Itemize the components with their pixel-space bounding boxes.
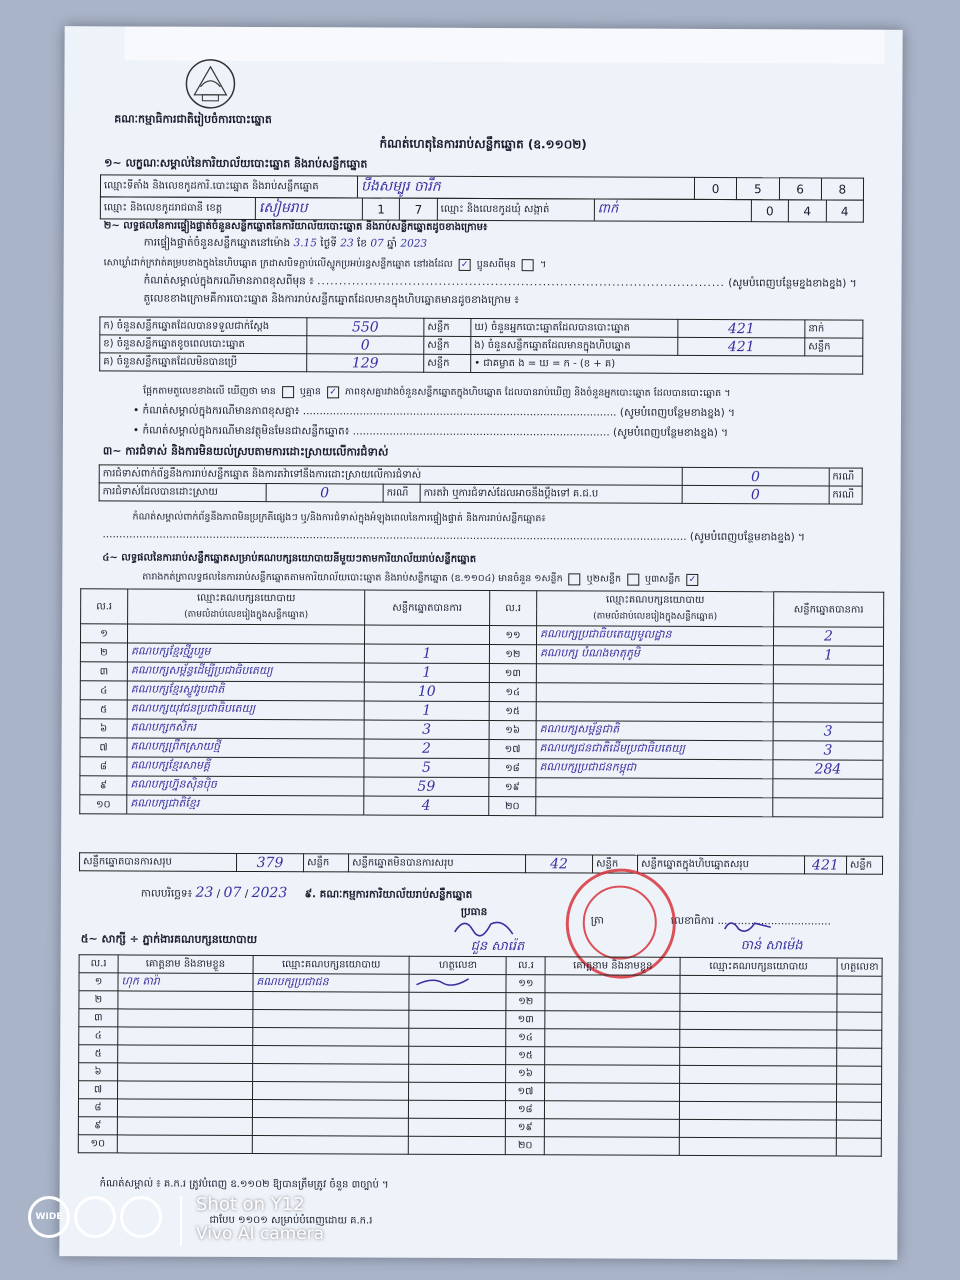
s2-l1-text-b: ថ្ងៃទី — [320, 237, 337, 250]
s1-code-cell: 8 — [821, 178, 863, 200]
s2-a-unit: សន្លឹក — [424, 318, 471, 336]
witness-signature — [836, 1138, 881, 1156]
witness-signature — [837, 994, 882, 1012]
witness-party — [252, 1118, 409, 1137]
witness-party — [680, 1047, 837, 1066]
party-name — [536, 778, 773, 798]
party-votes: 3 — [364, 720, 489, 740]
witness-name — [545, 993, 680, 1012]
s1-code-cell: 0 — [751, 200, 788, 222]
s2-bullet1: • កំណត់សម្គាល់ក្នុងករណីមានភាពខុសគ្នា៖ .............................................................................................. (សូមបំពេញបន្ថែមខាងខ្នង) ។ — [132, 404, 736, 420]
witness-no: ៩ — [78, 1117, 117, 1135]
party-votes — [364, 625, 489, 645]
s4-sub-text: តារាងកត់ត្រាលទ្ធផលនៃការរាប់សន្លឹកឆ្នោតតាមការិយាល័យបោះឆ្នោត និងរាប់សន្លឹកឆ្នោត (ឧ.១១០៤) មានចំនួន ១សន្លឹក — [142, 571, 563, 585]
s2-b-value: 421 — [678, 319, 805, 338]
witness-no: ១១ — [506, 975, 545, 993]
member-label: ត្រា — [590, 914, 604, 927]
witness-name — [117, 1135, 252, 1154]
party-name: គណបក្សយុវជនប្រជាធិបតេយ្យ — [127, 700, 364, 720]
s2-l5b-text: ឬគ្មាន — [299, 386, 321, 398]
witness-party — [252, 1136, 409, 1155]
s2-line2 — [104, 256, 547, 272]
party-no: ១៥ — [489, 702, 536, 721]
witness-name — [545, 1047, 680, 1066]
witness-name — [545, 1083, 680, 1102]
section2-heading: ២~ លទ្ធផលនៃការផ្ទៀងផ្ទាត់ចំនួនសន្លឹកឆ្នោតនៃការិយាល័យបោះឆ្នោត និងរាប់សន្លឹកឆ្នោតដូចខាងក្រោម៖ — [103, 220, 488, 234]
party-name: គណបក្សប្រជាជនកម្ពុជា — [536, 759, 773, 779]
witness-signature — [409, 1136, 506, 1154]
witness-signature — [409, 1118, 506, 1136]
witness-name — [545, 1137, 680, 1156]
total-valid-unit: សន្លឹក — [304, 854, 349, 872]
secretary-signature-icon — [721, 915, 781, 937]
col-votes-right: សន្លឹកឆ្នោតបានការ — [774, 592, 884, 627]
party-no: ១ — [80, 624, 127, 643]
s2-a-value: 550 — [307, 318, 424, 337]
w-col-no-right: ល.រ — [506, 957, 545, 975]
camera-logo — [28, 1196, 162, 1238]
witness-name: ហុក តារ៉ា — [118, 973, 253, 992]
s2-month: 07 — [370, 237, 384, 250]
s2-l5c-text: ភាពខុសគ្នារវាងចំនួនសន្លឹកឆ្នោតក្នុងហិបឆ្នោត ដែលបានរាប់ឃើញ និងចំនួនអ្នកបោះឆ្នោត ដែលបានបោះឆ្នោត ។ — [344, 386, 731, 400]
s1-code-cell: 0 — [694, 177, 736, 199]
total-invalid-value: 42 — [525, 855, 592, 873]
party-votes: 2 — [773, 627, 883, 646]
witness-no: ១៦ — [506, 1065, 545, 1083]
total-box-value: 421 — [804, 856, 846, 874]
party-votes: 10 — [364, 682, 489, 702]
witness-signature — [836, 1066, 881, 1084]
s3-r2-value2: 0 — [682, 485, 829, 504]
party-results-table — [79, 588, 884, 818]
witness-name — [118, 1027, 253, 1046]
date-year: 2023 — [251, 885, 288, 902]
emblem-logo — [180, 57, 240, 111]
party-name: គណបក្សសម្ព័ន្ធជាតិ — [536, 721, 773, 741]
s2-b-unit: នាក់ — [805, 320, 863, 338]
party-name: គណបក្សជាតិខ្មែរ — [127, 795, 364, 815]
s2-b2-text: • កំណត់សម្គាល់ក្នុងករណីមានវត្ថុមិនមែនជាសន្លឹកឆ្នោត៖ — [132, 424, 350, 438]
date-day: 23 — [195, 884, 214, 901]
s2-l3-hint: (សូមបំពេញបន្ថែមខ្នងខាងខ្នង) ។ — [728, 277, 857, 290]
total-valid-value: 379 — [237, 853, 304, 871]
s3-note: កំណត់សម្គាល់ពាក់ព័ន្ធនឹងភាពមិនប្រក្រតីផ្សេងៗ ឬ/និងការជំទាស់ក្នុងអំឡុងពេលនៃការផ្ទៀងផ្ទាត់ និងការរាប់សន្លឹកឆ្នោត៖ — [132, 511, 546, 525]
witness-party — [680, 993, 837, 1012]
witness-no: ៥ — [79, 1045, 118, 1063]
chief-label: ប្រធាន — [460, 905, 488, 919]
s1-code-cell: 1 — [362, 198, 399, 220]
witness-name — [545, 1065, 680, 1084]
checkbox-none[interactable]: ✓ — [327, 386, 339, 398]
witness-party — [252, 1064, 409, 1083]
witness-party — [680, 1029, 837, 1048]
witness-party — [680, 975, 837, 994]
s2-a-label: គ) ចំនួនសន្លឹកឆ្នោតដែលមិនបានប្រើ — [100, 353, 307, 372]
party-name: គណបក្សព្រឹកស្រាយថ្មី — [127, 738, 364, 758]
party-name — [536, 702, 773, 722]
party-votes: 1 — [364, 663, 489, 683]
witness-signature — [409, 1028, 506, 1046]
camera-logo-circle — [120, 1196, 162, 1238]
party-votes — [773, 665, 883, 684]
witness-party — [679, 1119, 836, 1138]
witness-party — [252, 1028, 409, 1047]
party-votes: 2 — [364, 739, 489, 759]
witness-party — [252, 1082, 409, 1101]
w-col-party: ឈ្មោះគណបក្សនយោបាយ — [253, 956, 410, 975]
col-votes: សន្លឹកឆ្នោតបានការ — [365, 590, 490, 626]
party-votes: 3 — [773, 722, 883, 741]
witness-signature — [836, 1084, 881, 1102]
witness-name — [118, 1063, 253, 1082]
witness-table — [78, 954, 883, 1157]
party-name: គណបក្សហ្វ៊ុនស៊ិនប៉ិច — [127, 776, 364, 796]
witness-signature — [836, 1120, 881, 1138]
s3-table — [99, 464, 863, 504]
witness-signature — [409, 974, 506, 992]
s2-a-unit: សន្លឹក — [424, 354, 471, 372]
witness-no: ១៣ — [506, 1011, 545, 1029]
witness-no: ១០ — [78, 1135, 117, 1153]
checkbox-2sheet[interactable] — [627, 573, 639, 585]
party-votes — [773, 798, 883, 817]
s2-b-unit: សន្លឹក — [805, 338, 863, 356]
s1-row2-value2: ពាក់ — [594, 199, 751, 222]
party-name — [536, 683, 773, 703]
checkbox-has[interactable] — [282, 386, 294, 398]
witness-no: ១ — [79, 973, 118, 991]
party-no: ១៩ — [489, 778, 536, 797]
s3-r1-value: 0 — [682, 467, 829, 486]
s2-b2-hint: (សូមបំពេញបន្ថែមខាងខ្នង) ។ — [612, 426, 729, 440]
witness-name — [118, 1045, 253, 1064]
stamp-inner-ring — [583, 885, 657, 959]
party-no: ២ — [80, 643, 127, 662]
camera-line2: Vivo AI camera — [196, 1224, 325, 1244]
witness-name — [118, 1009, 253, 1028]
s2-day: 23 — [340, 237, 354, 250]
s1-code-cell: 5 — [737, 178, 779, 200]
party-name: គណបក្សសម្ព័ន្ធដើម្បីប្រជាធិបតេយ្យ — [127, 662, 364, 682]
witness-party — [679, 1137, 836, 1156]
s2-b-value: 421 — [678, 337, 805, 356]
s2-line4: តួលេខខាងក្រោមគឺការបោះឆ្នោត និងការរាប់សន្លឹកឆ្នោតដែលមានក្នុងហិបឆ្នោតមានដូចខាងក្រោម ៖ — [143, 292, 519, 307]
party-totals-row — [79, 852, 883, 875]
party-no: ១៤ — [489, 683, 536, 702]
witness-no: ១៥ — [506, 1047, 545, 1065]
w-col-sign-right: ហត្ថលេខា — [837, 958, 882, 976]
s2-l2-text: សោឃ្លាំដាក់ក្រវាត់គម្របខាងក្នុងនៃហិបឆ្នោត ក្រដាសបិទភ្ជាប់លើស្នូកប្រអប់រន្ធសន្លឹកឆ្នោត នៅរងដែល — [103, 257, 453, 270]
s2-l1-text-d: ឆ្នាំ — [387, 237, 398, 250]
party-no: ៤ — [80, 681, 127, 700]
total-valid-label: សន្លឹកឆ្នោតបានការសរុប — [80, 853, 237, 872]
s4-sub-b: ឬ២សន្លឹក — [586, 573, 622, 585]
s2-formula: • ជាគម្លាត ង = ឃ = ក - (ខ + គ) — [471, 354, 863, 374]
s2-l1-text-c: ខែ — [356, 237, 368, 250]
party-no: ៩ — [80, 776, 127, 795]
section3-heading: ៣~ ការជំទាស់ និងការមិនយល់ស្របតាមការដោះស្រាយលើការជំទាស់ — [102, 444, 389, 459]
checkbox-same[interactable]: ✓ — [459, 258, 471, 270]
witness-signature — [409, 1100, 506, 1118]
s4-sub — [142, 571, 701, 587]
party-results-body — [80, 624, 884, 818]
s1-code-cell: 4 — [789, 200, 826, 222]
witness-name — [545, 975, 680, 994]
col-party-sub-right: (តាមលំដាប់លេខរៀងក្នុងសន្លឹកឆ្នោត) — [537, 608, 774, 627]
witness-no: ២០ — [506, 1137, 545, 1155]
s2-time: 3.15 — [293, 237, 317, 250]
s1-code-cell: 6 — [779, 178, 821, 200]
witness-body — [78, 973, 882, 1157]
party-votes: 5 — [364, 758, 489, 778]
witness-party — [680, 1065, 837, 1084]
s1-code-cell: 7 — [400, 198, 437, 220]
witness-signature — [837, 1012, 882, 1030]
checkbox-3sheet[interactable]: ✓ — [686, 573, 698, 585]
party-no: ១៦ — [489, 721, 536, 740]
party-no: ៥ — [80, 700, 127, 719]
witness-no: ៤ — [79, 1027, 118, 1045]
party-votes: 1 — [773, 646, 883, 665]
s3-r1-label: ការជំទាស់ពាក់ព័ន្ធនឹងការរាប់សន្លឹកឆ្នោត និងការតវ៉ាទៅនឹងការដោះស្រាយលើការជំទាស់ — [99, 465, 682, 486]
party-name: គណបក្សខ្មែរថ្មីរួបរួម — [127, 643, 364, 663]
witness-signature — [409, 1046, 506, 1064]
party-no: ៨ — [80, 757, 127, 776]
witness-name — [117, 1099, 252, 1118]
witness-no: ៨ — [78, 1099, 117, 1117]
document-title: កំណត់ហេតុនៃការរាប់សន្លឹកឆ្នោត (ឧ.១១០២) — [379, 136, 587, 152]
witness-no: ១៤ — [506, 1029, 545, 1047]
party-name: គណបក្ស បំណងមាតុភូមិ — [536, 645, 773, 665]
witness-signature — [837, 976, 882, 994]
s2-line5 — [143, 385, 730, 402]
s2-year: 2023 — [400, 237, 428, 250]
party-no: ៣ — [80, 662, 127, 681]
witness-signature — [409, 1082, 506, 1100]
witness-no: ១២ — [506, 993, 545, 1011]
document-page — [59, 26, 902, 1260]
s3-r2-label: ការជំទាស់ដែលបានដោះស្រាយ — [99, 483, 266, 502]
secretary-name: ចាន់ សាម៉េង — [740, 938, 803, 954]
s1-row2-label2: ឈ្មោះ និងលេខកូដឃុំ សង្កាត់ — [437, 198, 594, 221]
s2-l3-text: កំណត់សម្គាល់ក្នុងករណីមានភាពខុសពីមុន ៖ — [143, 274, 314, 288]
witness-party — [253, 1010, 410, 1029]
witness-signature — [836, 1102, 881, 1120]
s3-note-line: ............................................................................................................................................................................... (សូមបំពេញបន្ថែមខាងខ្នង) ។ — [102, 528, 806, 544]
secretary-label: លេខាធិការ .................................. — [670, 914, 831, 928]
party-votes: 4 — [364, 796, 489, 816]
witness-party — [680, 1083, 837, 1102]
party-votes: 1 — [364, 701, 489, 721]
party-name — [536, 664, 773, 684]
s2-l5-text: ផ្អែកតាមតួលេខខាងលើ ឃើញថា មាន — [143, 385, 276, 398]
party-name: គណបក្សកសិករ — [127, 719, 364, 739]
witness-no: ៦ — [79, 1063, 118, 1081]
witness-no: ១៨ — [506, 1101, 545, 1119]
total-box-label: សន្លឹកឆ្នោតក្នុងហិបឆ្នោតសរុប — [637, 855, 804, 874]
s2-figures-table — [99, 316, 863, 374]
col-party-right: ឈ្មោះគណបក្សនយោបាយ — [537, 591, 774, 610]
w-col-name-right: គោត្តនាម និងនាមខ្លួន — [545, 957, 680, 976]
org-name: គណៈកម្មាធិការជាតិរៀបចំការបោះឆ្នោត — [114, 112, 272, 127]
witness-party — [253, 992, 410, 1011]
table-row — [80, 795, 883, 818]
party-votes — [773, 684, 883, 703]
witness-party — [252, 1046, 409, 1065]
witness-name — [545, 1101, 680, 1120]
s2-l2-opt2: ។ — [539, 259, 547, 271]
w-col-name: គោត្តនាម និងនាមខ្លួន — [118, 955, 253, 974]
secretary-label-text: លេខាធិការ — [670, 914, 715, 928]
checkbox-diff[interactable] — [522, 259, 534, 271]
witness-signature — [409, 1010, 506, 1028]
footer-bottom: ជាបែប ១១០១ សម្រាប់បំពេញដោយ គ.ក.រ — [209, 1214, 373, 1227]
party-votes — [773, 703, 883, 722]
witness-name — [545, 1011, 680, 1030]
s3-r1-unit: ករណី — [829, 468, 862, 486]
date-label: កាលបរិច្ឆេទ៖ — [140, 887, 193, 900]
chief-signature-icon — [451, 912, 521, 942]
s4-date-line: កាលបរិច្ឆេទ៖ 23 / 07 / 2023 ៩. គណៈកម្មការការិយាល័យរាប់សន្លឹកឆ្នោត — [140, 884, 473, 902]
witness-no: ៧ — [79, 1081, 118, 1099]
s1-code-cell: 4 — [826, 200, 864, 222]
s3-r2-value: 0 — [266, 484, 383, 503]
s1-row1-value: បឹងសម្បូរ ចារឹក — [357, 176, 694, 199]
s2-a-value: 129 — [307, 354, 424, 373]
col-party-sub: (តាមលំដាប់លេខរៀងក្នុងសន្លឹកឆ្នោត) — [128, 606, 365, 625]
party-votes — [773, 779, 883, 798]
date-month: 07 — [223, 884, 242, 901]
s2-a-value: 0 — [307, 336, 424, 355]
witness-party — [680, 1101, 837, 1120]
party-name: គណបក្សខ្មែរសាមគ្គី — [127, 757, 364, 777]
s3-hint: (សូមបំពេញបន្ថែមខាងខ្នង) ។ — [689, 530, 806, 544]
section5-heading: ៥~ សាក្សី ÷ ភ្នាក់ងារគណបក្សនយោបាយ — [80, 932, 258, 947]
witness-no: ១៧ — [506, 1083, 545, 1101]
party-no: ១៨ — [489, 759, 536, 778]
witness-signature — [837, 1048, 882, 1066]
total-invalid-unit: សន្លឹក — [592, 855, 637, 873]
party-no: ១៣ — [489, 664, 536, 683]
table-row — [78, 1135, 881, 1157]
checkbox-1sheet[interactable] — [569, 573, 581, 585]
s2-line1 — [144, 237, 427, 253]
chief-name: ជួន សារ៉េត — [470, 938, 525, 955]
party-votes: 3 — [773, 741, 883, 760]
party-name: គណបក្សខ្មែរស្ទូវរូបជាតិ — [127, 681, 364, 701]
s2-a-label: ក) ចំនួនសន្លឹកឆ្នោតដែលបានទទួលជាក់ស្តែង — [100, 317, 307, 336]
party-no: ១០ — [80, 795, 127, 814]
s2-a-label: ខ) ចំនួនសន្លឹកឆ្នោតខូចពេលបោះឆ្នោត — [100, 335, 307, 354]
party-name — [127, 624, 364, 644]
s3-r2-label2: ការតវ៉ា ឬការជំទាស់ដែលអាចនឹងប្តឹងទៅ គ.ជ.ប — [420, 484, 682, 503]
witness-party — [680, 1011, 837, 1030]
witness-no: ១៩ — [506, 1119, 545, 1137]
party-no: ១២ — [489, 645, 536, 664]
witness-signature — [409, 992, 506, 1010]
party-no: ៧ — [80, 738, 127, 757]
col-party: ឈ្មោះគណបក្សនយោបាយ — [128, 589, 365, 608]
witness-signature — [409, 1064, 506, 1082]
s1-row1-label: ឈ្មោះទីតាំង និងលេខកូដការិ.បោះឆ្នោត និងរាប់សន្លឹកឆ្នោត — [100, 175, 357, 198]
camera-divider — [180, 1196, 182, 1246]
section1-heading: ១~ លក្ខណៈសម្គាល់នៃការិយាល័យបោះឆ្នោត និងរាប់សន្លឹកឆ្នោត — [104, 156, 368, 171]
s3-r2-unit2: ករណី — [829, 486, 862, 504]
party-votes: 284 — [773, 760, 883, 779]
w-col-no: ល.រ — [79, 955, 118, 973]
party-votes: 1 — [364, 644, 489, 664]
total-invalid-label: សន្លឹកឆ្នោតមិនបានការសរុប — [348, 854, 525, 873]
col-no-right: ល.រ — [490, 591, 537, 626]
witness-name — [118, 991, 253, 1010]
camera-line1: Shot on Y12 — [196, 1194, 305, 1215]
s2-l2-opt1: ប្អូនសពីមុន — [476, 258, 516, 271]
party-name: គណបក្សប្រជាធិបតេយ្យមូលដ្ឋាន — [536, 626, 773, 646]
s1-row2-label: ឈ្មោះ និងលេខកូដរាជធានី ខេត្ត — [100, 197, 255, 220]
party-name: គណបក្សជនជាតិដើមប្រជាធិបតេយ្យ — [536, 740, 773, 760]
party-votes: 59 — [364, 777, 489, 797]
witness-signature-icon — [413, 975, 473, 989]
s1-row2-value: សៀមរាប — [255, 198, 362, 220]
w-col-sign: ហត្ថលេខា — [410, 956, 507, 974]
s2-bullet2: • កំណត់សម្គាល់ក្នុងករណីមានវត្ថុមិនមែនជាសន្លឹកឆ្នោត៖ ............................................................................. (សូមបំពេញបន្ថែមខាងខ្នង) ។ — [132, 424, 729, 440]
witness-no: ៣ — [79, 1009, 118, 1027]
s2-line3: កំណត់សម្គាល់ក្នុងករណីមានភាពខុសពីមុន ៖ .............................................................................................. (សូមបំពេញបន្ថែមខ្នងខាងខ្នង) ។ — [143, 274, 857, 290]
col-no: ល.រ — [81, 589, 128, 624]
s3-r2-unit: ករណី — [383, 484, 420, 502]
total-box-unit: សន្លឹក — [846, 856, 882, 874]
witness-no: ២ — [79, 991, 118, 1009]
witness-party — [252, 1100, 409, 1119]
witness-party: គណបក្សប្រជាជន — [253, 974, 410, 993]
s4-sub-c: ឬ៣សន្លឹក — [645, 573, 681, 585]
s2-a-unit: សន្លឹក — [424, 336, 471, 354]
party-no: ៦ — [80, 719, 127, 738]
camera-logo-circle — [74, 1196, 116, 1238]
section4-heading: ៤~ លទ្ធផលនៃការរាប់សន្លឹកឆ្នោតសម្រាប់គណបក្សនយោបាយនីមួយៗតាមការិយាល័យរាប់សន្លឹកឆ្នោត — [102, 552, 477, 565]
witness-name — [545, 1119, 680, 1138]
party-no: ១៧ — [489, 740, 536, 759]
committee-label: ៩. គណៈកម្មការការិយាល័យរាប់សន្លឹកឆ្នោត — [304, 888, 473, 901]
s2-l1-text-a: ការផ្ទៀងផ្ទាត់ចំនួនសន្លឹកឆ្នោតនៅម៉ោង — [143, 236, 291, 250]
party-name — [536, 797, 773, 817]
camera-logo-circle: WIDE — [28, 1196, 70, 1238]
party-no: ២០ — [489, 797, 536, 816]
footer-note: កំណត់សម្គាល់ ៖ គ.ក.រ ត្រូវបំពេញ ឧ.១១០២ ឱ្យបានត្រឹមត្រូវ ចំនួន ៣ច្បាប់ ។ — [99, 1178, 389, 1191]
s2-b1-hint: (សូមបំពេញបន្ថែមខាងខ្នង) ។ — [619, 406, 736, 420]
witness-signature — [837, 1030, 882, 1048]
witness-name — [117, 1117, 252, 1136]
s2-b-label: ង) ចំនួនសន្លឹកឆ្នោតដែលមានក្នុងហិបឆ្នោត — [471, 336, 678, 355]
witness-name — [117, 1081, 252, 1100]
s2-b1-text: • កំណត់សម្គាល់ក្នុងករណីមានភាពខុសគ្នា៖ — [132, 404, 300, 418]
party-no: ១១ — [489, 626, 536, 645]
witness-name — [545, 1029, 680, 1048]
s2-b-label: ឃ) ចំនួនអ្នកបោះឆ្នោតដែលបានបោះឆ្នោត — [471, 318, 678, 337]
w-col-party-right: ឈ្មោះគណបក្សនយោបាយ — [680, 957, 837, 976]
